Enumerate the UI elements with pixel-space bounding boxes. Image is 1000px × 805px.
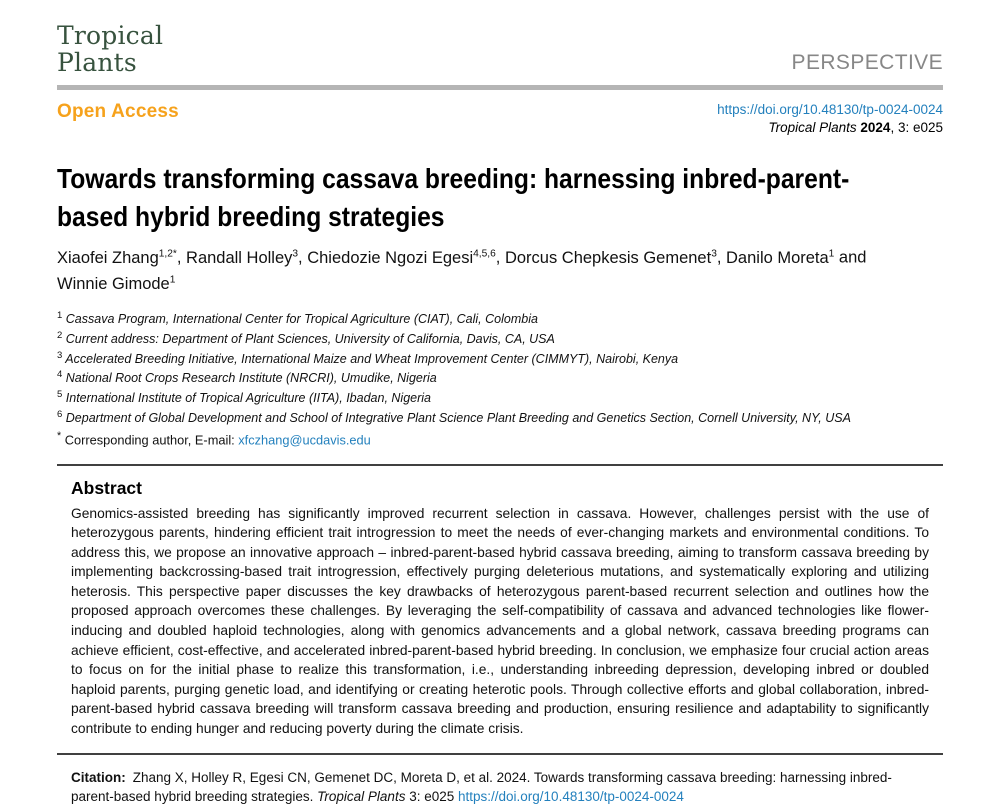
article-title — [57, 160, 850, 236]
journal-logo — [57, 22, 163, 76]
corresponding-author-line — [57, 428, 943, 448]
author-name: Dorcus Chepkesis Gemenet$^3$ — [504, 247, 717, 267]
citation-journal: Tropical Plants — [317, 788, 406, 804]
corresponding-author-label: Corresponding author, E-mail: — [61, 432, 239, 448]
abstract-section — [57, 464, 943, 755]
journal-logo-line1: Tropical — [57, 21, 164, 50]
journal-ref-year: 2024 — [860, 120, 891, 135]
abstract-text: Genomics-assisted breeding has significantly improved recurrent selection in cassava. However, challenges persist with the use of heterozygous parents, hindering efficient trait introgression to meet the needs of ever-changing markets and environmental conditions. To address this, we propose an innovative approach – inbred-parent-based hybrid cassava breeding, aiming to transform cassava breeding by implementing backcrossing-based trait introgression, effectively purging deleterious mutations, and systematically exploring and utilizing heterosis. This perspective paper discusses the key drawbacks of heterozygous parent-based recurrent selection and outlines how the proposed approach overcomes these challenges. By leveraging the self-compatibility of cassava and advanced technologies like flower-inducing and doubled haploid technologies, along with genomics advancements and a global network, cassava breeding programs can achieve efficient, cost-effective, and accelerated inbred-parent-based hybrid breeding. In conclusion, we emphasize four crucial action areas to focus on for the initial phase to realize this transformation, i.e., understanding inbreeding depression, developing inbred or doubled haploid parents, purging genetic load, and identifying or creating heterotic pools. Through collective efforts and global collaboration, inbred-parent-based hybrid cassava breeding will transform cassava breeding and production, ensuring resilience and adaptability to significantly contribute to ending hunger and reducing poverty during the climate crisis. — [71, 505, 929, 737]
journal-ref-rest: , 3: e025 — [890, 120, 943, 135]
open-access-badge: Open Access — [57, 101, 179, 122]
author-name: Chiedozie Ngozi Egesi$^{4,5,6}$ — [307, 247, 496, 267]
affiliation-item: $^5$ International Institute of Tropical Agriculture (IITA), Ibadan, Nigeria — [57, 388, 431, 406]
corresponding-author-email-link[interactable]: xfczhang@ucdavis.edu — [238, 432, 371, 448]
author-name: Xiaofei Zhang$^{1,2*}$ — [57, 247, 177, 267]
author-name: Winnie Gimode$^1$ — [57, 273, 176, 294]
citation-text: Zhang X, Holley R, Egesi CN, Gemenet DC, Moreta D, et al. 2024. Towards transforming cassava breeding: harnessing inbred-parent-based hybrid breeding strategies. — [71, 769, 892, 804]
journal-logo-line2: Plants — [57, 48, 137, 77]
affiliation-list — [57, 308, 943, 426]
affiliation-item: $^1$ Cassava Program, International Center for Tropical Agriculture (CIAT), Cali, Colombia — [57, 310, 538, 327]
author-list: Xiaofei Zhang$^{1,2*}$, Randall Holley$^3$, Chiedozie Ngozi Egesi$^{4,5,6}$, Dorcus Chepkesis Gemenet$^3$, Danilo Moreta$^1$ and Winnie Gimode$^1$ — [57, 247, 867, 294]
affiliation-item: $^2$ Current address: Department of Plant Sciences, University of California, Davis, CA, USA — [57, 329, 555, 347]
article-title-line2: based hybrid breeding strategies — [57, 201, 445, 232]
corresponding-author-marker: * — [57, 430, 62, 443]
citation-doi-link[interactable]: https://doi.org/10.48130/tp-0024-0024 — [458, 788, 684, 804]
citation-section — [57, 755, 943, 805]
meta-row — [57, 101, 943, 137]
article-title-line1: Towards transforming cassava breeding: harnessing inbred-parent- — [57, 163, 850, 194]
abstract-heading: Abstract — [71, 477, 142, 498]
masthead — [57, 22, 943, 76]
affiliation-item: $^3$ Accelerated Breeding Initiative, International Maize and Wheat Improvement Center (CIMMYT), Nairobi, Kenya — [57, 349, 679, 366]
journal-ref-title: Tropical Plants — [768, 120, 857, 135]
citation-label: Citation: — [71, 769, 126, 785]
article-type-label: PERSPECTIVE — [791, 51, 943, 74]
meta-right — [717, 101, 943, 137]
masthead-rule — [57, 85, 943, 90]
journal-ref — [717, 119, 943, 137]
author-name: Randall Holley$^3$ — [186, 247, 299, 267]
doi-link[interactable]: https://doi.org/10.48130/tp-0024-0024 — [717, 102, 943, 117]
affiliation-item: $^4$ National Root Crops Research Institute (NRCRI), Umudike, Nigeria — [57, 369, 437, 386]
citation-volume: 3: e025 — [405, 788, 458, 804]
affiliation-item: $^6$ Department of Global Development and School of Integrative Plant Science Plant Breeding and Genetics Section, Cornell University, NY, USA — [57, 408, 851, 425]
author-name: Danilo Moreta$^1$ — [726, 247, 835, 267]
doi-line — [717, 101, 943, 119]
